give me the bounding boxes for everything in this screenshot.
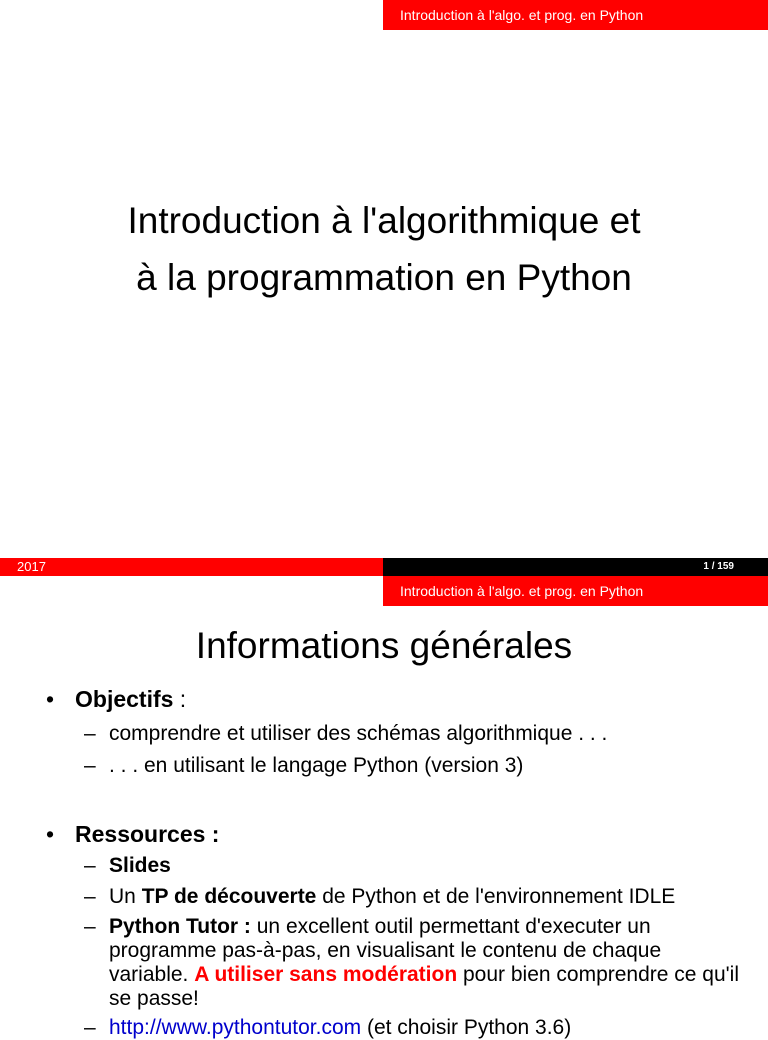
slide-title (0, 192, 768, 306)
emphasis-text: A utiliser sans modération (194, 963, 458, 986)
tp-prefix: Un (109, 885, 142, 908)
link-note: (et choisir Python 3.6) (361, 1016, 572, 1039)
objectif-item-1: comprendre et utiliser des schémas algorithmique . . . (109, 722, 608, 745)
python-tutor-label: Python Tutor : (109, 915, 251, 938)
dash-icon: – (84, 1016, 96, 1039)
list-item (84, 885, 744, 909)
dash-icon: – (84, 915, 96, 938)
slide-footer (0, 558, 768, 576)
slide-header: Introduction à l'algo. et prog. en Python (383, 0, 768, 30)
title-line-1: Introduction à l'algorithmique et (127, 200, 641, 241)
ressource-slides: Slides (109, 854, 171, 877)
list-item (84, 854, 744, 878)
dash-icon: – (84, 885, 96, 908)
list-item (84, 722, 744, 746)
slide-title: Informations générales (195, 625, 573, 666)
bullet-icon: • (46, 686, 55, 712)
bullet-icon: • (46, 821, 55, 847)
title-line-2: à la programmation en Python (136, 257, 632, 298)
slide-2 (0, 576, 768, 1039)
ressources-label: Ressources : (75, 821, 220, 847)
list-item (84, 1016, 744, 1040)
objectif-item-2: . . . en utilisant le langage Python (version 3) (109, 754, 524, 777)
list-item (84, 915, 744, 1011)
objectifs-suffix: : (173, 686, 187, 712)
python-tutor-end: pour bien comprendre ce qu'il se passe! (109, 963, 740, 1010)
tp-suffix: de Python et de l'environnement IDLE (316, 885, 676, 908)
dash-icon: – (84, 854, 96, 877)
dash-icon: – (84, 754, 96, 777)
page-number: 1 / 159 (383, 558, 768, 576)
tp-bold: TP de découverte (141, 885, 317, 908)
dash-icon: – (84, 722, 96, 745)
objectifs-label: Objectifs (75, 686, 174, 712)
footer-year: 2017 (0, 558, 383, 576)
python-tutor-link[interactable]: http://www.pythontutor.com (109, 1016, 362, 1039)
slide-header: Introduction à l'algo. et prog. en Python (383, 576, 768, 606)
list-item (84, 754, 744, 778)
python-tutor-text: un excellent outil permettant d'executer un programme pas-à-pas, en visualisant le contenu de chaque variable. (109, 915, 662, 986)
